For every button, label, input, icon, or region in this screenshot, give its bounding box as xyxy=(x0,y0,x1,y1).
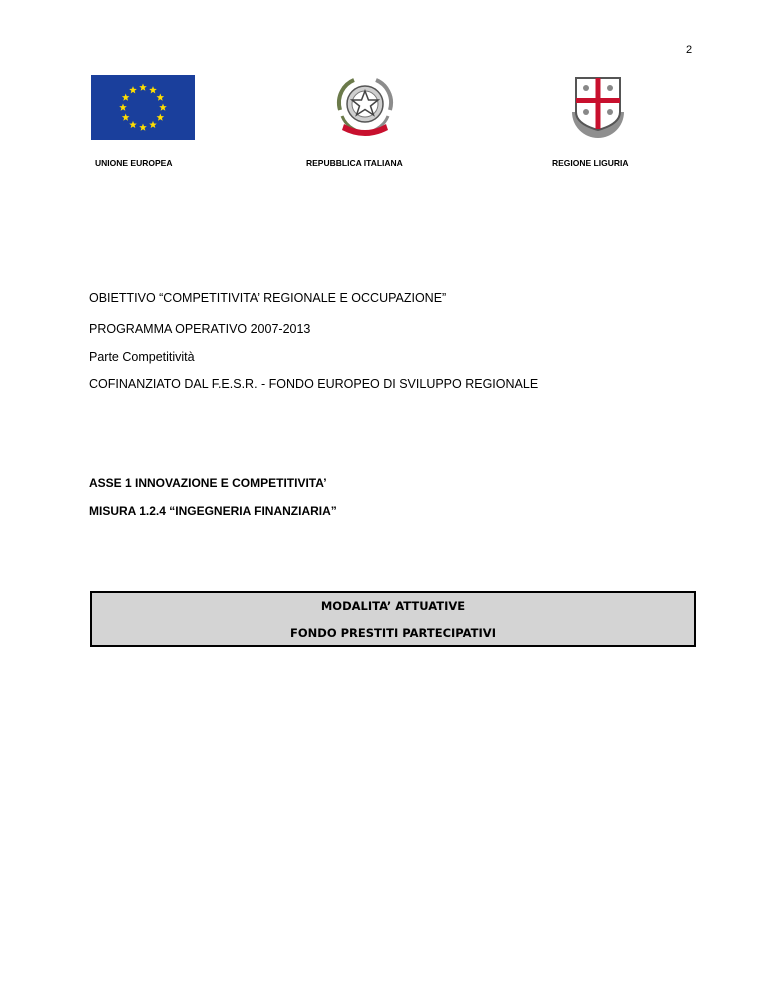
cofinancing-line: COFINANZIATO DAL F.E.S.R. - FONDO EUROPEO DI SVILUPPO REGIONALE xyxy=(89,377,539,391)
section-line: Parte Competitività xyxy=(89,350,195,364)
objective-line: OBIETTIVO “COMPETITIVITA’ REGIONALE E OCCUPAZIONE” xyxy=(89,291,447,305)
logo-caption-eu: UNIONE EUROPEA xyxy=(95,158,173,168)
programme-line: PROGRAMMA OPERATIVO 2007-2013 xyxy=(89,322,311,336)
measure-heading: MISURA 1.2.4 “INGEGNERIA FINANZIARIA” xyxy=(89,504,337,518)
liguria-emblem-icon xyxy=(566,72,630,144)
axis-heading: ASSE 1 INNOVAZIONE E COMPETITIVITA’ xyxy=(89,476,327,490)
box-subtitle: FONDO PRESTITI PARTECIPATIVI xyxy=(290,626,496,640)
logo-caption-italia: REPUBBLICA ITALIANA xyxy=(306,158,403,168)
logo-caption-liguria: REGIONE LIGURIA xyxy=(552,158,629,168)
box-title: MODALITA’ ATTUATIVE xyxy=(320,599,466,613)
italian-emblem-icon xyxy=(330,72,400,142)
eu-flag-icon xyxy=(91,75,195,140)
title-box xyxy=(90,591,696,647)
page-number: 2 xyxy=(686,44,693,56)
